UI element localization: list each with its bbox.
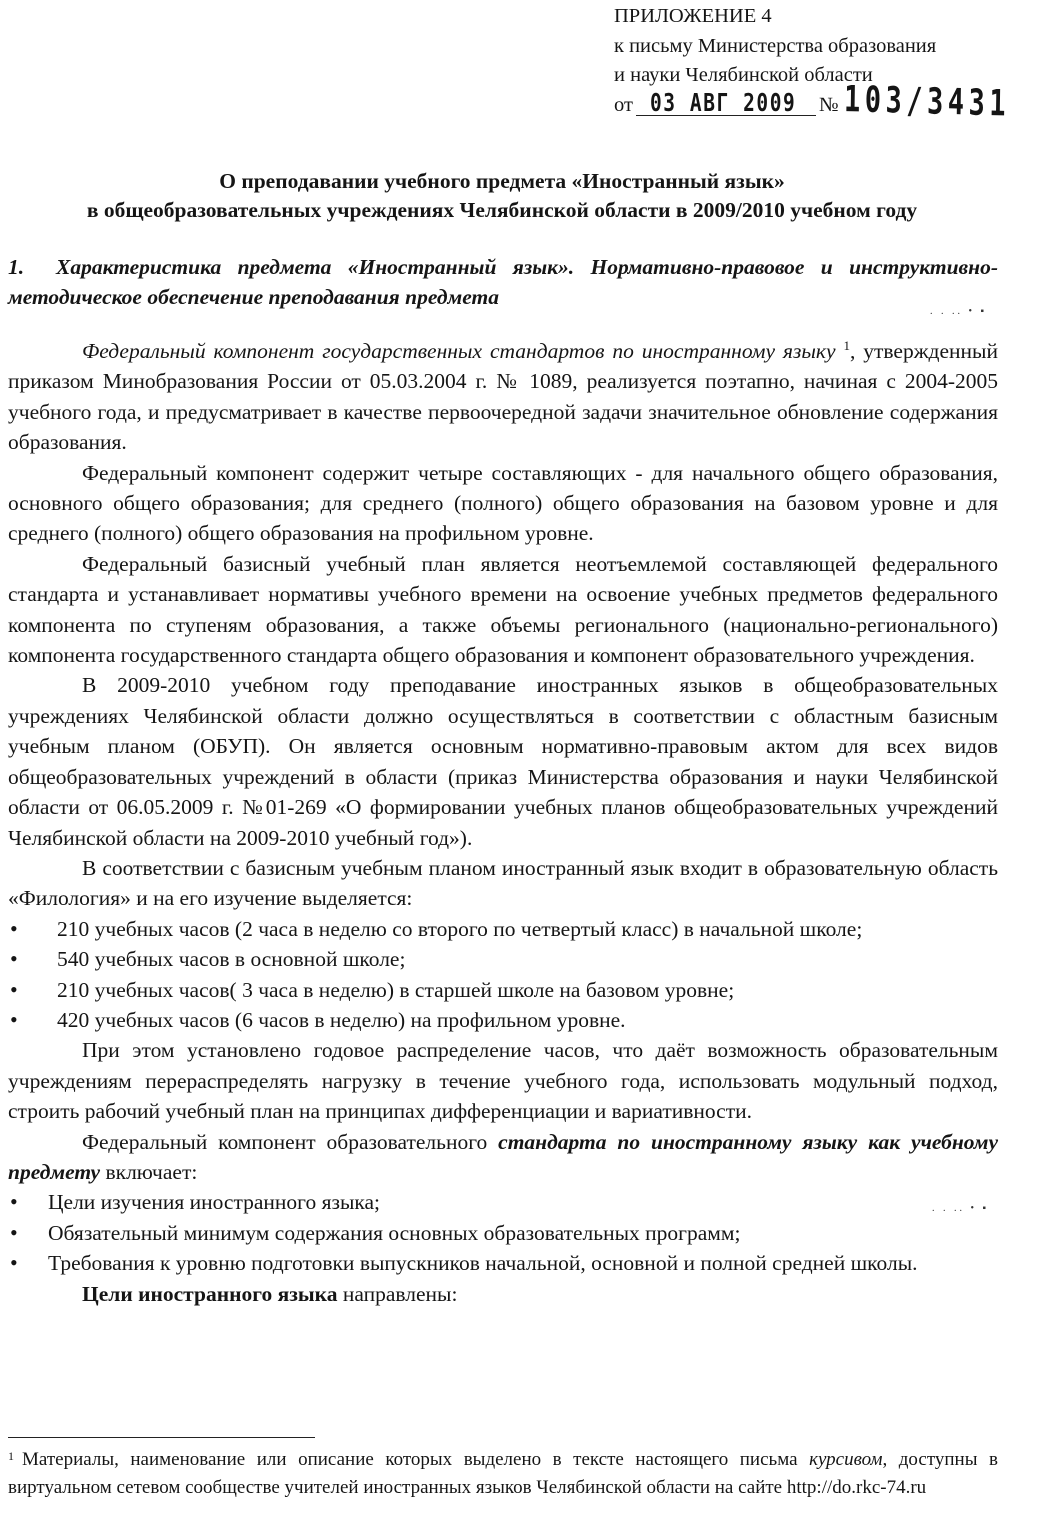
section-number: 1. [8,255,25,279]
footnote-text-end: , доступны в виртуальном сетевом сообществе учителей иностранных языков Челябинской области на сайте http://do.rkc-74.ru [8,1449,998,1498]
footnote-text-start: Материалы, наименование или описание которых выделено в тексте настоящего письма [22,1449,810,1470]
list-item: • 210 учебных часов (2 часа в неделю со второго по четвертый класс) в начальной школе; [8,914,998,944]
letter-number-stamp: 103/3431 [843,78,1011,125]
hours-list [8,914,998,1036]
list-item: • Обязательный минимум содержания основных образовательных программ; [8,1218,998,1248]
document-body [8,336,998,1309]
title-line-2: в общеобразовательных учреждениях Челябинской области в 2009/2010 учебном году [86,198,918,222]
list-item: • Цели изучения иностранного языка; [8,1187,998,1217]
scan-speck: . . .. • ▪ [932,1203,990,1214]
footnote-divider [8,1437,315,1438]
list-item: • Требования к уровню подготовки выпускников начальной, основной и полной средней школы. [8,1248,998,1278]
date-stamp: 03 АВГ 2009 [650,87,797,117]
title-line-1: О преподавании учебного предмета «Иностранный язык» [219,169,785,193]
footnote [8,1446,998,1501]
footnote-italic-word: курсивом [809,1449,883,1470]
appendix-ministry-line: и науки Челябинской области [614,64,873,86]
list-item: • 210 учебных часов( 3 часа в неделю) в старшей школе на базовом уровне; [8,975,998,1005]
date-prefix: от [614,93,633,116]
paragraph-federal-component [8,1127,998,1188]
scan-speck: . . .. • ▪ [930,306,988,317]
appendix-label: ПРИЛОЖЕНИЕ 4 [614,5,772,27]
list-item: • 540 учебных часов в основной школе; [8,944,998,974]
paragraph-standard-text: , утвержденный приказом Минобразования России от 05.03.2004 г. № 1089, реализуется поэтапно, начиная с 2004-2005 учебного года, и предусматривает в качестве первоочередной задачи значительное обновление содержания образования. [8,339,999,455]
paragraph-philology: В соответствии с базисным учебным планом иностранный язык входит в образовательную область «Филология» и на его изучение выделяется: [8,855,998,911]
paragraph-federal-start: Федеральный компонент образовательного [82,1129,499,1154]
paragraph-obup: В 2009-2010 учебном году преподавание иностранных языков в общеобразовательных учреждениях Челябинской области должно осуществляться в соответствии с областным базисным учебным планом (ОБУП). Он является основным нормативно-правовым актом для всех видов общеобразовательных учреждений в области (приказ Министерства образования и науки Челябинской области от 06.05.2009 г. №01-269 «О формировании учебных планов общеобразовательных учреждений Челябинской области на 2009-2010 учебный год»). [8,673,998,850]
paragraph-standard [8,336,998,458]
letter-date-number-row [614,78,1011,125]
paragraph-goals [8,1279,998,1309]
number-sign: № [819,93,839,116]
section-title: Характеристика предмета «Иностранный язык». Нормативно-правовое и инструктивно-методическое обеспечение преподавания предмета [8,255,998,309]
paragraph-components: Федеральный компонент содержит четыре составляющих - для начального общего образования, основного общего образования; для среднего (полного) общего образования на базовом уровне и для среднего (полного) общего образования на профильном уровне. [8,460,998,546]
appendix-header [614,2,1011,125]
appendix-letter-line: к письму Министерства образования [614,34,937,57]
section-heading [8,253,998,312]
italic-standard-name: Федеральный компонент государственных стандартов по иностранному языку [82,339,836,363]
footnote-ref: 1 [843,337,850,353]
bold-italic-subject: стандарта по иностранному языку как учебному предмету [8,1129,998,1184]
goals-tail: направлены: [337,1281,458,1306]
paragraph-curriculum: Федеральный базисный учебный план является неотъемлемой составляющей федерального стандарта и устанавливает нормативы учебного времени на освоение учебных предметов федерального компонента по ступеням образования, а также объемы регионального (национально-регионального) компонента государственного стандарта общего образования и компонент образовательного учреждения. [8,551,998,668]
list-item: • 420 учебных часов (6 часов в неделю) на профильном уровне. [8,1005,998,1035]
document-title [0,167,1004,225]
paragraph-federal-end: включает: [100,1159,198,1184]
paragraph-distribution: При этом установлено годовое распределение часов, что даёт возможность образовательным учреждениям перераспределять нагрузку в течение учебного года, использовать модульный подход, строить рабочий учебный план на принципах дифференциации и вариативности. [8,1038,998,1124]
footnote-mark: 1 [8,1449,14,1463]
goals-heading: Цели иностранного языка [82,1281,338,1306]
components-list [8,1187,998,1278]
